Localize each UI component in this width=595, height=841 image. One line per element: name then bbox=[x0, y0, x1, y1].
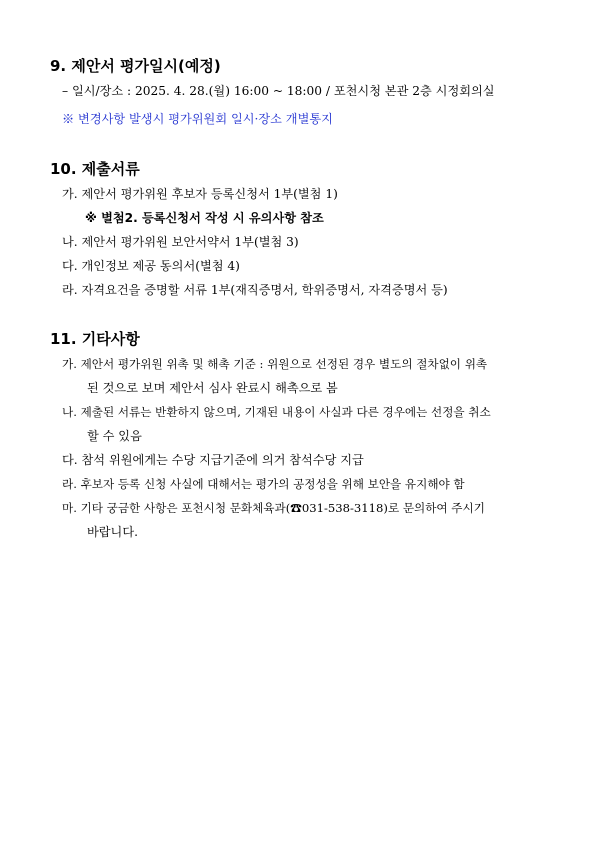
list-item: 라. 후보자 등록 신청 사실에 대해서는 평가의 공정성을 위해 보안을 유지해야 함 bbox=[62, 477, 465, 491]
list-item: 마. 기타 궁금한 사항은 포천시청 문화체육과(☎031-538-3118)로 문의하여 주시기 bbox=[62, 501, 485, 515]
list-item: 나. 제안서 평가위원 보안서약서 1부(별첨 3) bbox=[62, 235, 299, 249]
list-item: 다. 참석 위원에게는 수당 지급기준에 의거 참석수당 지급 bbox=[62, 453, 364, 467]
section-heading: 11. 기타사항 bbox=[50, 330, 140, 348]
list-item-continuation: 할 수 있음 bbox=[87, 429, 142, 443]
list-item: 가. 제안서 평가위원 후보자 등록신청서 1부(별첨 1) bbox=[62, 187, 338, 201]
list-item: 나. 제출된 서류는 반환하지 않으며, 기재된 내용이 사실과 다른 경우에는 선정을 취소 bbox=[62, 405, 491, 419]
attachment-note: ※ 별첨2. 등록신청서 작성 시 유의사항 참조 bbox=[85, 211, 324, 225]
list-item-continuation: 바랍니다. bbox=[87, 525, 138, 539]
change-notice: ※ 변경사항 발생시 평가위원회 일시·장소 개별통지 bbox=[62, 112, 333, 126]
list-item: 다. 개인정보 제공 동의서(별첨 4) bbox=[62, 259, 240, 273]
list-item: 가. 제안서 평가위원 위촉 및 해촉 기준 : 위원으로 선정된 경우 별도의 절차없이 위촉 bbox=[62, 357, 488, 371]
list-item: 라. 자격요건을 증명할 서류 1부(재직증명서, 학위증명서, 자격증명서 등) bbox=[62, 283, 448, 297]
list-item-continuation: 된 것으로 보며 제안서 심사 완료시 해촉으로 봄 bbox=[87, 381, 338, 395]
section-heading: 10. 제출서류 bbox=[50, 160, 140, 178]
schedule-line: – 일시/장소 : 2025. 4. 28.(월) 16:00 ~ 18:00 / 포천시청 본관 2층 시정회의실 bbox=[62, 84, 495, 98]
section-heading: 9. 제안서 평가일시(예정) bbox=[50, 57, 221, 75]
